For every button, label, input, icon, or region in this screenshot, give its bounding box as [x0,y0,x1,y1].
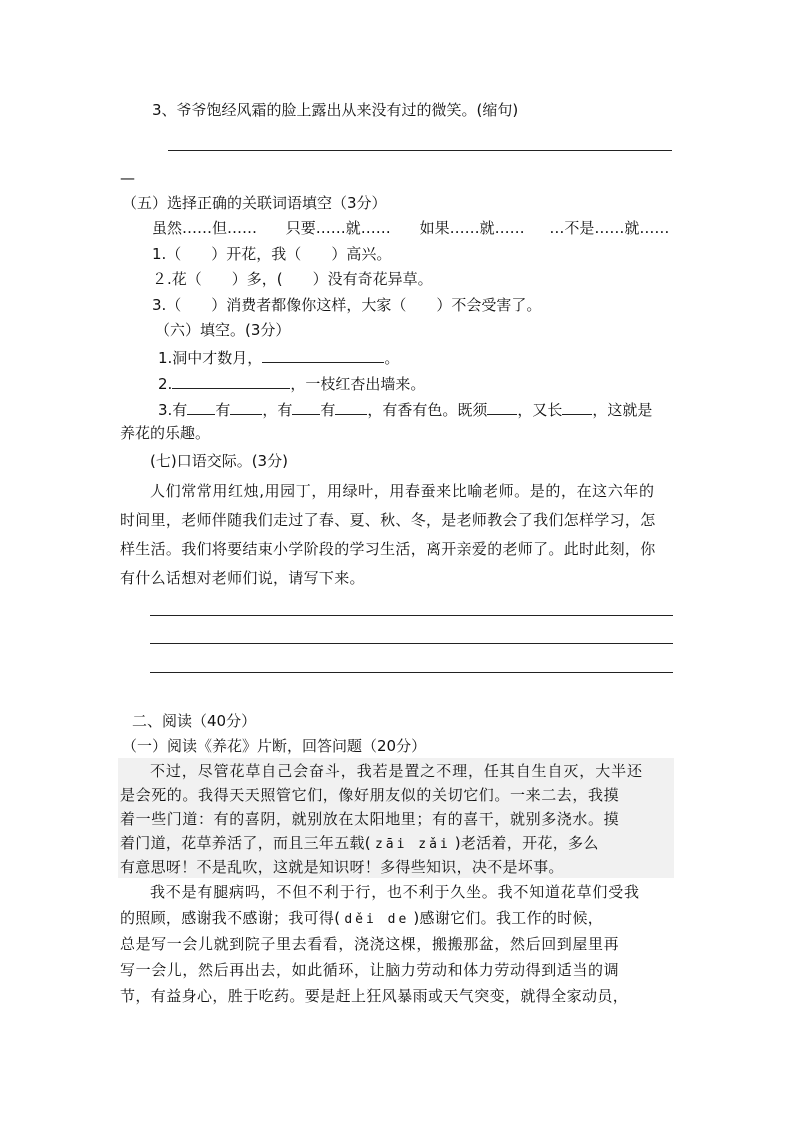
passage-2-line-2: 的照顾，感谢我不感谢；我可得( děi de )感谢它们。我工作的时候， [120,909,604,927]
section-5-item-2: ２.花（ ）多，( ）没有奇花异草。 [152,270,433,288]
passage-2-line-3: 总是写一会儿就到院子里去看看，浇浇这棵，搬搬那盆，然后回到屋里再 [120,935,620,953]
reading-1-title: （一）阅读《养花》片断，回答问题（20分） [122,737,427,755]
section-6-item-2: 2. ，一枝红杏出墙来。 [158,375,426,393]
section-5-item-3: 3.（ ）消费者都像你这样，大家（ ）不会受害了。 [152,296,542,314]
passage-2-line-4: 写一会儿，然后再出去，如此循环，让脑力劳动和体力劳动得到适当的调 [120,961,620,979]
blank-fill [187,400,215,415]
answer-line-2 [150,643,673,644]
section-7-line-2: 时间里，老师伴随我们走过了春、夏、秋、冬，是老师教会了我们怎样学习，怎 [120,511,656,529]
blank-fill [487,400,517,415]
section-7-line-3: 样生活。我们将要结束小学阶段的学习生活，离开亲爱的老师了。此时此刻，你 [120,540,656,558]
section-7-line-4: 有什么话想对老师们说，请写下来。 [120,569,365,587]
stray-dash: — [120,169,135,187]
connective-options [152,221,669,236]
passage-2-line-5: 节，有益身心，胜于吃药。要是赶上狂风暴雨或天气突变，就得全家动员， [120,987,629,1005]
pinyin-dei-de: děi de [344,912,410,927]
option-2: 只要……就…… [285,219,391,237]
blank-fill [335,400,367,415]
section-6-item-3: 3.有 有 ，有 有 ，有香有色。既须 ，又长 ，这就是 [158,401,653,419]
passage-1-line-5: 有意思呀！不是乱吹，这就是知识呀！多得些知识，决不是坏事。 [120,858,564,876]
part-2-title: 二、阅读（40分） [132,712,257,730]
blank-fill [230,400,262,415]
section-7-title: (七)口语交际。(3分) [150,452,288,470]
blank-fill [262,348,384,363]
answer-line-1 [150,615,673,616]
blank-fill [562,400,592,415]
section-6-item-3-continued: 养花的乐趣。 [120,424,211,442]
option-4: …不是……就…… [549,219,670,237]
section-6-title: （六）填空。(3分） [155,321,291,339]
blank-fill [292,400,320,415]
option-3: 如果……就…… [419,219,525,237]
question-3: 3、爷爷饱经风霜的脸上露出从来没有过的微笑。(缩句) [152,101,519,119]
passage-1-line-1: 不过，尽管花草自己会奋斗，我若是置之不理，任其自生自灭，大半还 [150,762,643,780]
section-7-line-1: 人们常常用红烛,用园丁，用绿叶，用春蚕来比喻老师。是的，在这六年的 [150,482,655,500]
section-6-item-1: 1.洞中才数月， 。 [158,349,400,367]
passage-1-line-3: 着一些门道：有的喜阴，就别放在太阳地里；有的喜干，就别多浇水。摸 [120,810,620,828]
passage-1-line-2: 是会死的。我得天天照管它们，像好朋友似的关切它们。一来二去，我摸 [120,786,620,804]
section-5-title: （五）选择正确的关联词语填空（3分） [122,194,387,212]
pinyin-zai: zāi zǎi [374,837,451,852]
blank-fill [172,374,290,389]
section-5-item-1: 1.（ ）开花，我（ ）高兴。 [152,245,392,263]
option-1: 虽然……但…… [152,219,258,237]
passage-2-line-1: 我不是有腿病吗，不但不利于行，也不利于久坐。我不知道花草们受我 [150,883,640,901]
passage-1-line-4: 着门道，花草养活了，而且三年五载( zāi zǎi )老活着，开花，多么 [120,834,599,852]
answer-line-3 [150,672,673,673]
answer-line-q3 [168,150,672,151]
